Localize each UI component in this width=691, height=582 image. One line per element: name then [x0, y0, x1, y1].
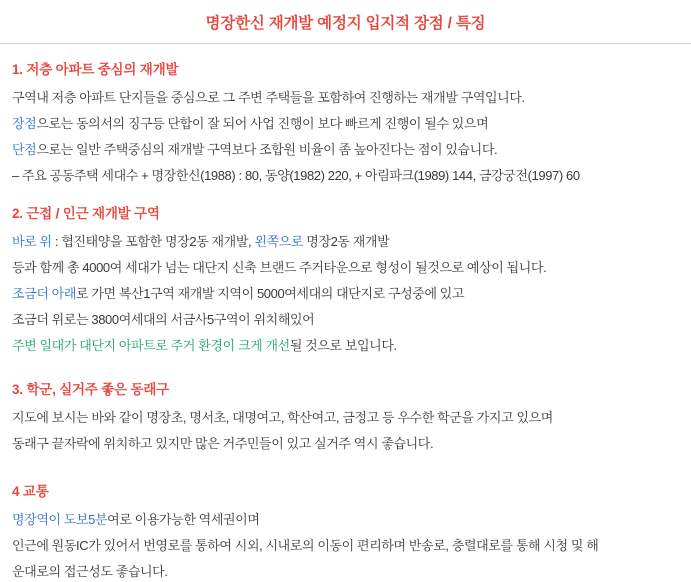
text-run: 지도에 보시는 바와 같이 명장초, 명서초, 대명여고, 학산여고, 금정고 등 우수한 학군을 가지고 있으며: [12, 410, 553, 425]
text-run: 동래구 끝자락에 위치하고 있지만 많은 거주민들이 있고 실거주 역시 좋습니다.: [12, 436, 434, 451]
text-line: [12, 87, 679, 108]
section-nearby-redevelopment: [12, 202, 679, 356]
document-title-bar: [0, 0, 691, 44]
text-run: 여로 이용가능한 역세권이며: [107, 512, 260, 527]
text-line: [12, 113, 679, 134]
text-run: 운대로의 접근성도 좋습니다.: [12, 564, 168, 579]
text-line: [12, 561, 679, 582]
text-run: 으로는 동의서의 징구등 단합이 잘 되어 사업 진행이 보다 빠르게 진행이 될수 있으며: [36, 116, 489, 131]
text-line: [12, 335, 679, 356]
text-run-highlight: 바로 위: [12, 234, 52, 249]
text-run: 조금더 위로는 3800여세대의 서금사5구역이 위치해있어: [12, 312, 315, 327]
page-title: 명장한신 재개발 예정지 입지적 장점 / 특징: [205, 15, 486, 32]
text-run: 될 것으로 보입니다.: [289, 338, 397, 353]
text-run-highlight: 주변 일대가 대단지 아파트로 주거 환경이 크게 개선: [12, 338, 290, 353]
text-run: 명장2동 재개발: [303, 234, 390, 249]
text-line: [12, 231, 679, 252]
text-line: [12, 309, 679, 330]
text-run: – 주요 공동주택 세대수 + 명장한신(1988) : 80, 동양(1982) 220, + 아림파크(1989) 144, 금강궁전(1997) 60: [12, 168, 580, 183]
text-run: 로 가면 복산1구역 재개발 지역이 5000여세대의 대단지로 구성중에 있고: [76, 286, 465, 301]
section-school-district: [12, 378, 679, 454]
section-low-rise-redevelopment: [12, 58, 679, 186]
text-run: 구역내 저층 아파트 단지들을 중심으로 그 주변 주택들을 포함하여 진행하는 재개발 구역입니다.: [12, 90, 525, 105]
section-heading: 3. 학군, 실거주 좋은 동래구: [12, 382, 170, 397]
text-line: [12, 433, 679, 454]
text-run: 등과 함께 총 4000여 세대가 넘는 대단지 신축 브랜드 주거타운으로 형성이 될것으로 예상이 됩니다.: [12, 260, 547, 275]
text-run: : 협진태양을 포함한 명장2동 재개발,: [51, 234, 255, 249]
text-run-highlight: 명장역이 도보5분: [12, 512, 108, 527]
text-line: [12, 283, 679, 304]
text-run: 으로는 일반 주택중심의 재개발 구역보다 조합원 비율이 좀 높아진다는 점이 있습니다.: [36, 142, 498, 157]
text-line: [12, 509, 679, 530]
text-line: [12, 407, 679, 428]
text-run-highlight: 왼쪽으로: [254, 234, 304, 249]
section-transportation: [12, 480, 679, 582]
document-body: [0, 44, 691, 582]
section-heading: 4 교통: [12, 484, 49, 499]
section-heading: 1. 저층 아파트 중심의 재개발: [12, 62, 179, 77]
text-run-highlight: 단점: [12, 142, 37, 157]
text-line: [12, 165, 679, 186]
text-run-highlight: 장점: [12, 116, 37, 131]
text-run-highlight: 조금더 아래: [12, 286, 77, 301]
text-line: [12, 535, 679, 556]
text-run: 인근에 원동IC가 있어서 번영로를 통하여 시외, 시내로의 이동이 편리하며 반송로, 충렬대로를 통해 시청 및 해: [12, 538, 599, 553]
text-line: [12, 257, 679, 278]
text-line: [12, 139, 679, 160]
section-heading: 2. 근접 / 인근 재개발 구역: [12, 206, 160, 221]
